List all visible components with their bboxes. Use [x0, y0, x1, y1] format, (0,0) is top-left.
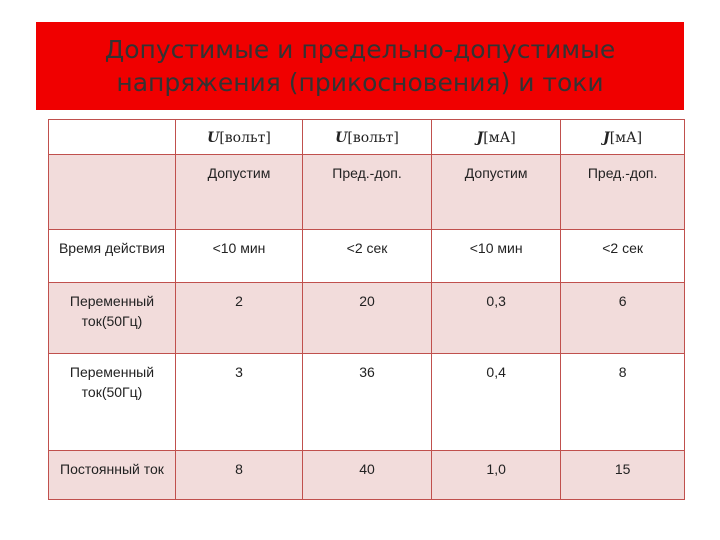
table-row	[49, 155, 685, 230]
table-row	[49, 283, 685, 354]
current-symbol: J	[603, 130, 610, 146]
header-cell	[432, 120, 561, 155]
table-cell: 6	[561, 283, 685, 354]
table-cell: <10 мин	[175, 230, 302, 283]
header-cell-empty	[49, 120, 176, 155]
table-cell: 2	[175, 283, 302, 354]
current-symbol: J	[476, 130, 484, 146]
header-unit: [вольт]	[347, 130, 399, 146]
header-unit: [мА]	[609, 130, 643, 146]
table-cell: 36	[302, 354, 431, 451]
table-cell: 3	[175, 354, 302, 451]
table-cell: Допустим	[175, 155, 302, 230]
table-cell: 1,0	[432, 451, 561, 500]
table-cell: Время действия	[49, 230, 176, 283]
table-cell: 15	[561, 451, 685, 500]
table-cell: <10 мин	[432, 230, 561, 283]
table-row	[49, 354, 685, 451]
table-cell: Допустим	[432, 155, 561, 230]
table-cell	[49, 155, 176, 230]
table-cell: 0,4	[432, 354, 561, 451]
table-cell: Постоянный ток	[49, 451, 176, 500]
header-unit: [мА]	[483, 130, 516, 146]
header-unit: [вольт]	[219, 130, 271, 146]
header-cell	[561, 120, 685, 155]
header-cell	[175, 120, 302, 155]
slide-title-line-2: напряжения (прикосновения) и токи	[116, 68, 604, 97]
table-header-row	[49, 120, 685, 155]
table-cell: Переменный ток(50Гц)	[49, 283, 176, 354]
slide-title-line-1: Допустимые и предельно-допустимые	[104, 35, 616, 64]
table-row	[49, 451, 685, 500]
slide-title	[36, 22, 684, 110]
table-cell: 8	[561, 354, 685, 451]
voltage-symbol: U	[207, 130, 220, 146]
table-cell: Переменный ток(50Гц)	[49, 354, 176, 451]
table-cell: <2 сек	[561, 230, 685, 283]
voltage-symbol: U	[335, 130, 348, 146]
table-cell: Пред.-доп.	[302, 155, 431, 230]
table-cell: Пред.-доп.	[561, 155, 685, 230]
voltage-current-table	[48, 119, 685, 500]
header-cell	[302, 120, 431, 155]
table-cell: 40	[302, 451, 431, 500]
table-row	[49, 230, 685, 283]
table-cell: 0,3	[432, 283, 561, 354]
table-cell: <2 сек	[302, 230, 431, 283]
table-cell: 20	[302, 283, 431, 354]
table-cell: 8	[175, 451, 302, 500]
